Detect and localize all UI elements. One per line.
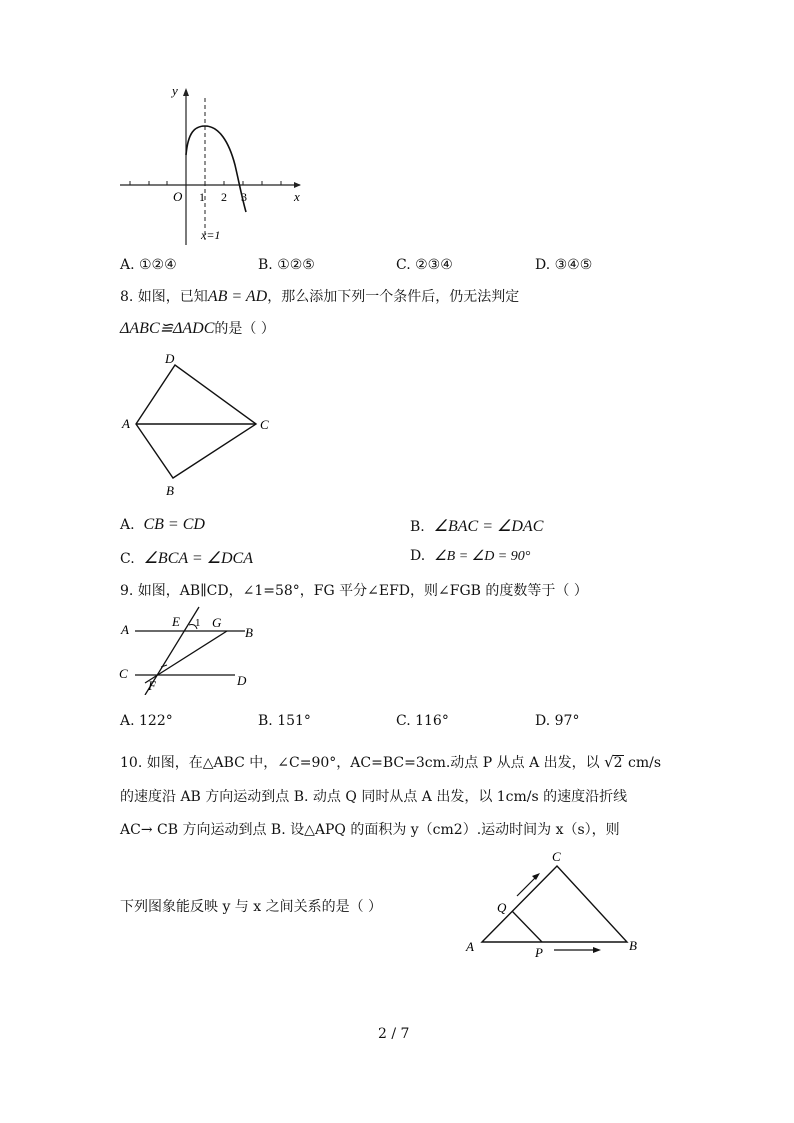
q8-label-c: C xyxy=(260,417,269,432)
q7-origin-label: O xyxy=(173,189,183,204)
q9-label-g: G xyxy=(212,615,222,630)
q7-tick-2: 2 xyxy=(221,190,227,204)
q10-figure xyxy=(462,848,647,963)
q9-option-b[interactable]: B. 151° xyxy=(258,713,311,729)
q8-label-a: A xyxy=(122,416,130,431)
q9-label-c: C xyxy=(119,666,128,681)
q10-sqrt-arg: 2 xyxy=(613,755,623,771)
q10-label-q: Q xyxy=(497,900,507,915)
q9-label-d: D xyxy=(237,673,247,688)
q9-label-1: 1 xyxy=(195,617,201,629)
q10-label-p: P xyxy=(535,945,543,960)
q10-label-a: A xyxy=(466,939,474,954)
q10-line1-prefix: 10. 如图，在△ABC 中，∠C=90°，AC=BC=3cm.动点 P 从点 A 出发，以 xyxy=(120,755,600,771)
q8-option-c-label: C. xyxy=(120,551,135,567)
q8-option-d-math: ∠B = ∠D = 90° xyxy=(434,549,531,564)
q9-figure xyxy=(115,605,275,695)
q8-congruence: ΔABC≌ΔADC xyxy=(120,320,215,337)
q8-option-a-label: A. xyxy=(120,517,135,533)
q8-option-b-label: B. xyxy=(410,519,425,535)
q9-option-a[interactable]: A. 122° xyxy=(120,713,173,729)
q10-line1-suffix: cm/s xyxy=(628,755,662,771)
q10-line1 xyxy=(120,752,661,772)
q10-line3: AC→ CB 方向运动到点 B. 设△APQ 的面积为 y（cm2）.运动时间为 x（s），则 xyxy=(120,822,620,838)
q8-label-d: D xyxy=(165,351,175,366)
q8-line2-suffix: 的是（ ） xyxy=(214,321,275,337)
q9-label-e: E xyxy=(172,614,180,629)
q7-option-d[interactable]: D. ③④⑤ xyxy=(535,257,593,273)
q7-graph xyxy=(115,80,310,250)
q8-option-c-math: ∠BCA = ∠DCA xyxy=(143,550,253,567)
q10-line4: 下列图象能反映 y 与 x 之间关系的是（ ） xyxy=(120,899,383,915)
q9-label-b: B xyxy=(245,625,253,640)
q8-figure xyxy=(118,345,278,500)
q7-option-b[interactable]: B. ①②⑤ xyxy=(258,257,315,273)
q7-option-a[interactable]: A. ①②④ xyxy=(120,257,177,273)
q8-question-line2 xyxy=(120,318,275,338)
q9-option-d[interactable]: D. 97° xyxy=(535,713,580,729)
q8-prefix: 8. 如图，已知 xyxy=(120,289,208,305)
q9-question: 9. 如图，AB∥CD，∠1=58°，FG 平分∠EFD，则∠FGB 的度数等于（ ） xyxy=(120,583,588,599)
q8-option-d[interactable] xyxy=(410,548,530,565)
q7-tick-1: 1 xyxy=(199,190,205,204)
q8-label-b: B xyxy=(166,483,174,498)
q8-option-a-math: CB = CD xyxy=(143,516,205,533)
sqrt-icon: √ xyxy=(604,753,614,771)
q10-label-c: C xyxy=(552,849,561,864)
q7-option-c[interactable]: C. ②③④ xyxy=(396,257,453,273)
q10-line2: 的速度沿 AB 方向运动到点 B. 动点 Q 同时从点 A 出发，以 1cm/s 的速度沿折线 xyxy=(120,789,628,805)
page-number: 2 / 7 xyxy=(378,1026,410,1042)
q8-option-b-math: ∠BAC = ∠DAC xyxy=(433,518,544,535)
q8-suffix: ，那么添加下列一个条件后，仍无法判定 xyxy=(267,289,520,305)
q7-axis-eq: x=1 xyxy=(201,228,221,242)
q8-option-c[interactable] xyxy=(120,548,253,568)
q9-label-f: F xyxy=(148,678,156,693)
q7-y-label: y xyxy=(172,83,178,98)
q8-given: AB = AD xyxy=(207,288,268,305)
q8-option-d-label: D. xyxy=(410,548,426,564)
q7-x-label: x xyxy=(294,189,300,204)
q10-label-b: B xyxy=(629,938,637,953)
q8-option-a[interactable] xyxy=(120,516,205,534)
q9-label-a: A xyxy=(121,622,129,637)
q8-question-line1 xyxy=(120,286,519,306)
q7-tick-3: 3 xyxy=(241,190,247,204)
q8-option-b[interactable] xyxy=(410,516,543,536)
q9-option-c[interactable]: C. 116° xyxy=(396,713,449,729)
